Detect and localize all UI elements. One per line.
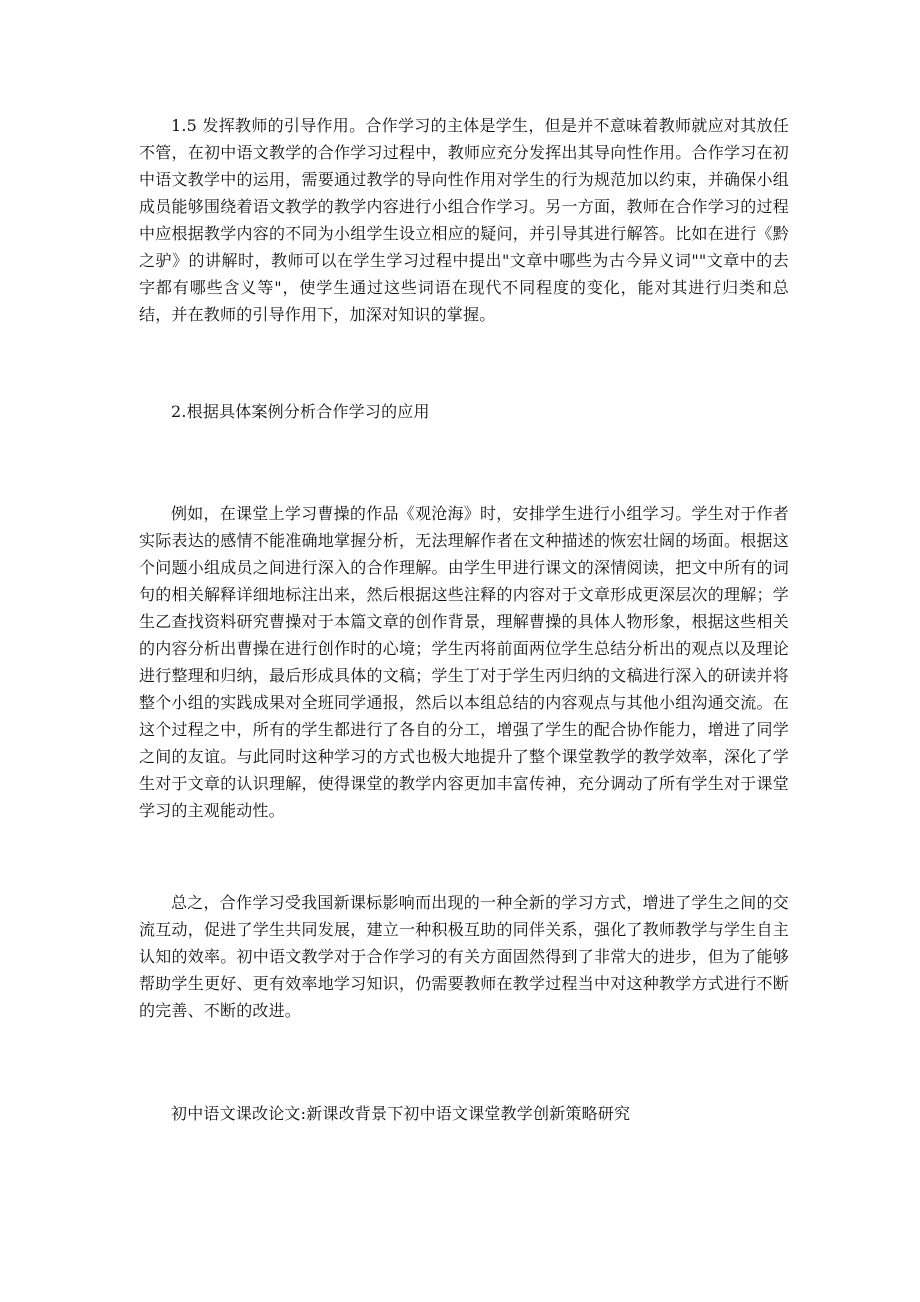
next-article-title: 初中语文课改论文:新课改背景下初中语文课堂教学创新策略研究 — [171, 1104, 631, 1123]
section-heading-case-analysis: 2.根据具体案例分析合作学习的应用 — [171, 402, 430, 421]
paragraph-case-example: 例如，在课堂上学习曹操的作品《观沧海》时，安排学生进行小组学习。学生对于作者实际表达的感情不能准确地掌握分析，无法理解作者在文种描述的恢宏壮阔的场面。根据这个问题小组成员之间进行深入的合作理解。由学生甲进行课文的深情阅读，把文中所有的词句的相关解释详细地标注出来，然后根据这些注释的内容对于文章形成更深层次的理解；学生乙查找资料研究曹操对于本篇文章的创作背景，理解曹操的具体人物形象，根据这些相关的内容分析出曹操在进行创作时的心境；学生丙将前面两位学生总结分析出的观点以及理论进行整理和归纳，最后形成具体的文稿；学生丁对于学生丙归纳的文稿进行深入的研读并将整个小组的实践成果对全班同学通报，然后以本组总结的内容观点与其他小组沟通交流。在这个过程之中，所有的学生都进行了各自的分工，增强了学生的配合协作能力，增进了同学之间的友谊。与此同时这种学习的方式也极大地提升了整个课堂教学的教学效率，深化了学生对于文章的认识理解，使得课堂的教学内容更加丰富传神，充分调动了所有学生对于课堂学习的主观能动性。 — [139, 504, 789, 820]
paragraph-guidance-role: 1.5 发挥教师的引导作用。合作学习的主体是学生，但是并不意味着教师就应对其放任不管，在初中语文教学的合作学习过程中，教师应充分发挥出其导向性作用。合作学习在初中语文教学中的运用，需要通过教学的导向性作用对学生的行为规范加以约束，并确保小组成员能够围绕着语文教学的教学内容进行小组合作学习。另一方面，教师在合作学习的过程中应根据教学内容的不同为小组学生设立相应的疑问，并引导其进行解答。比如在进行《黔之驴》的讲解时，教师可以在学生学习过程中提出"文章中哪些为古今异义词""文章中的去字都有哪些含义等"，使学生通过这些词语在现代不同程度的变化，能对其进行归类和总结，并在教师的引导作用下，加深对知识的掌握。 — [139, 116, 789, 324]
paragraph-conclusion: 总之，合作学习受我国新课标影响而出现的一种全新的学习方式，增进了学生之间的交流互动，促进了学生共同发展，建立一种积极互助的同伴关系，强化了教师教学与学生自主认知的效率。初中语文教学对于合作学习的有关方面固然得到了非常大的进步，但为了能够帮助学生更好、更有效率地学习知识，仍需要教师在教学过程当中对这种教学方式进行不断的完善、不断的改进。 — [139, 893, 789, 1020]
